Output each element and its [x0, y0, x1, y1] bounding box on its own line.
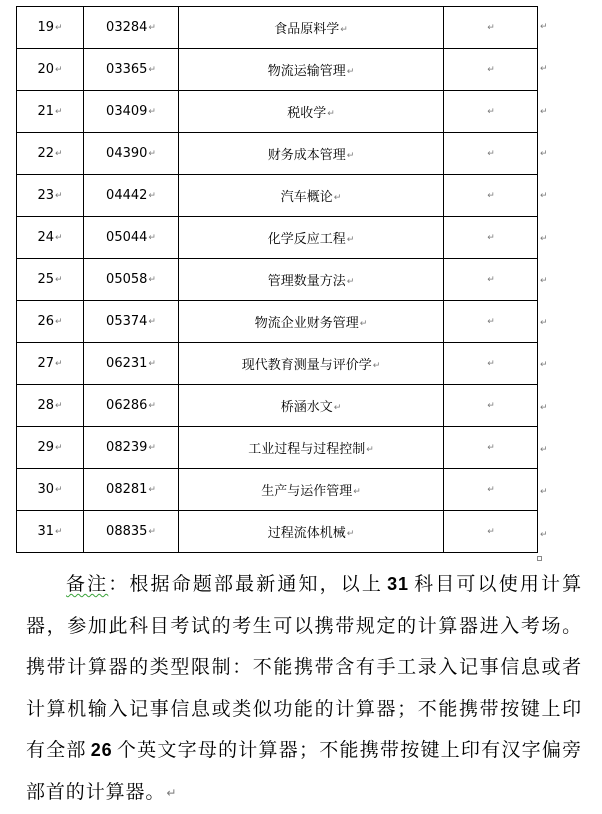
row-index-text: 28: [37, 398, 54, 413]
note-letter-count: 26: [90, 740, 113, 760]
course-code-cell[interactable]: [84, 427, 179, 469]
empty-cell[interactable]: [444, 175, 538, 217]
row-end-mark: ↵: [540, 445, 548, 455]
table-resize-handle[interactable]: [537, 556, 542, 561]
empty-cell[interactable]: [444, 301, 538, 343]
course-name-text: 税收学: [287, 106, 327, 121]
row-index-text: 21: [37, 104, 54, 119]
course-code-cell[interactable]: [84, 175, 179, 217]
row-index-cell[interactable]: [17, 49, 84, 91]
course-code-text: 05044: [106, 230, 148, 245]
row-index-cell[interactable]: [17, 91, 84, 133]
note-paragraph[interactable]: [26, 564, 582, 814]
cell-end-mark: ↵: [487, 275, 495, 285]
row-index-text: 24: [37, 230, 54, 245]
course-code-cell[interactable]: [84, 217, 179, 259]
course-name-text: 食品原料学: [274, 22, 340, 37]
course-name-text: 现代教育测量与评价学: [241, 358, 372, 373]
course-name-text: 过程流体机械: [267, 526, 346, 541]
row-index-cell[interactable]: [17, 217, 84, 259]
empty-cell[interactable]: [444, 511, 538, 553]
table-row: [17, 217, 538, 259]
table-row: [17, 7, 538, 49]
cell-end-mark: ↵: [55, 107, 63, 117]
course-name-cell[interactable]: [179, 133, 444, 175]
cell-end-mark: ↵: [487, 107, 495, 117]
row-index-cell[interactable]: [17, 175, 84, 217]
cell-end-mark: ↵: [148, 191, 156, 201]
row-index-cell[interactable]: [17, 427, 84, 469]
cell-end-mark: ↵: [55, 485, 63, 495]
note-text-part2: 科目可以使用计算器，参加此科目考试的考生可以携带规定的计算器进入考场。携带计算器的类型限制：不能携带含有手工录入记事信息或者计算机输入记事信息或类似功能的计算器；不能携带按键上印有全部: [26, 573, 583, 761]
cell-end-mark: ↵: [148, 275, 156, 285]
table-row: [17, 175, 538, 217]
row-index-cell[interactable]: [17, 301, 84, 343]
cell-end-mark: ↵: [55, 443, 63, 453]
note-text-part1: ：根据命题部最新通知，以上: [108, 573, 384, 595]
row-index-cell[interactable]: [17, 343, 84, 385]
cell-end-mark: ↵: [55, 401, 63, 411]
course-name-cell[interactable]: [179, 511, 444, 553]
cell-end-mark: ↵: [372, 361, 381, 371]
cell-end-mark: ↵: [55, 149, 63, 159]
cell-end-mark: ↵: [333, 193, 342, 203]
course-code-text: 06286: [106, 398, 148, 413]
cell-end-mark: ↵: [346, 277, 355, 287]
table-row: [17, 469, 538, 511]
row-end-mark: ↵: [540, 275, 548, 286]
course-code-cell[interactable]: [84, 301, 179, 343]
cell-end-mark: ↵: [55, 359, 63, 369]
table-row: [17, 427, 538, 469]
table-row: [17, 259, 538, 301]
empty-cell[interactable]: [444, 427, 538, 469]
note-text-part3: 个英文字母的计算器；不能携带按键上印有汉字偏旁部首的计算器。: [26, 739, 583, 803]
row-end-mark: ↵: [540, 318, 548, 329]
course-code-text: 05374: [106, 314, 148, 329]
table-row: [17, 301, 538, 343]
course-code-cell[interactable]: [84, 49, 179, 91]
cell-end-mark: ↵: [148, 65, 156, 75]
row-end-mark: ↵: [540, 487, 548, 498]
course-code-text: 05058: [106, 272, 148, 287]
cell-end-mark: ↵: [487, 23, 495, 33]
course-name-text: 化学反应工程: [267, 232, 346, 247]
cell-end-mark: ↵: [148, 23, 156, 33]
course-code-cell[interactable]: [84, 259, 179, 301]
course-name-cell[interactable]: [179, 469, 444, 511]
cell-end-mark: ↵: [148, 527, 156, 537]
cell-end-mark: ↵: [55, 191, 63, 201]
empty-cell[interactable]: [444, 259, 538, 301]
course-code-text: 03284: [106, 20, 148, 35]
row-index-cell[interactable]: [17, 511, 84, 553]
course-name-cell[interactable]: [179, 175, 444, 217]
course-name-text: 物流运输管理: [267, 64, 346, 79]
row-end-mark: ↵: [540, 106, 548, 117]
empty-cell[interactable]: [444, 385, 538, 427]
course-name-text: 财务成本管理: [267, 148, 346, 163]
course-name-cell[interactable]: [179, 91, 444, 133]
row-index-text: 31: [37, 524, 54, 539]
course-code-cell[interactable]: [84, 469, 179, 511]
course-code-cell[interactable]: [84, 133, 179, 175]
course-code-cell[interactable]: [84, 385, 179, 427]
empty-cell[interactable]: [444, 49, 538, 91]
course-code-text: 03409: [106, 104, 148, 119]
course-table-body: [17, 7, 538, 553]
table-row: [17, 133, 538, 175]
cell-end-mark: ↵: [346, 67, 355, 77]
table-row: [17, 385, 538, 427]
cell-end-mark: ↵: [55, 527, 63, 537]
empty-cell[interactable]: [444, 469, 538, 511]
cell-end-mark: ↵: [353, 487, 361, 497]
course-name-cell[interactable]: [179, 217, 444, 259]
course-table: [16, 6, 538, 553]
cell-end-mark: ↵: [340, 25, 348, 35]
course-name-cell[interactable]: [179, 427, 444, 469]
cell-end-mark: ↵: [487, 149, 495, 159]
row-index-text: 19: [37, 20, 54, 35]
course-name-text: 物流企业财务管理: [254, 316, 359, 331]
cell-end-mark: ↵: [487, 527, 495, 537]
empty-cell[interactable]: [444, 91, 538, 133]
cell-end-mark: ↵: [55, 23, 63, 33]
cell-end-mark: ↵: [148, 317, 156, 327]
cell-end-mark: ↵: [148, 149, 156, 159]
row-index-text: 25: [37, 272, 54, 287]
course-code-text: 08835: [106, 524, 148, 539]
paragraph-mark: ↵: [166, 785, 178, 800]
row-index-cell[interactable]: [17, 385, 84, 427]
cell-end-mark: ↵: [359, 319, 368, 329]
cell-end-mark: ↵: [487, 317, 495, 327]
empty-cell[interactable]: [444, 133, 538, 175]
table-row: [17, 91, 538, 133]
cell-end-mark: ↵: [148, 485, 156, 495]
row-end-mark: ↵: [540, 360, 548, 371]
course-name-text: 汽车概论: [280, 190, 333, 205]
row-end-mark: ↵: [540, 529, 548, 540]
row-index-cell[interactable]: [17, 469, 84, 511]
course-name-text: 桥涵水文: [280, 400, 333, 415]
course-name-cell[interactable]: [179, 343, 444, 385]
cell-end-mark: ↵: [148, 401, 156, 411]
empty-cell[interactable]: [444, 343, 538, 385]
cell-end-mark: ↵: [148, 443, 156, 453]
table-row: [17, 49, 538, 91]
row-end-mark: ↵: [540, 402, 548, 413]
row-index-cell[interactable]: [17, 259, 84, 301]
table-row: [17, 343, 538, 385]
course-code-cell[interactable]: [84, 511, 179, 553]
cell-end-mark: ↵: [487, 191, 495, 201]
course-code-cell[interactable]: [84, 7, 179, 49]
course-name-cell[interactable]: [179, 301, 444, 343]
empty-cell[interactable]: [444, 217, 538, 259]
row-end-mark: ↵: [540, 233, 548, 244]
course-code-text: 03365: [106, 62, 148, 77]
course-name-text: 生产与运作管理: [261, 484, 353, 499]
row-index-cell[interactable]: [17, 133, 84, 175]
course-code-cell[interactable]: [84, 91, 179, 133]
table-row: [17, 511, 538, 553]
row-end-mark: ↵: [540, 22, 548, 32]
course-name-text: 管理数量方法: [267, 274, 346, 289]
row-index-text: 29: [37, 440, 54, 455]
course-code-text: 04390: [106, 146, 148, 161]
cell-end-mark: ↵: [55, 317, 63, 327]
cell-end-mark: ↵: [327, 109, 335, 119]
course-name-cell[interactable]: [179, 7, 444, 49]
row-end-mark: ↵: [540, 148, 548, 159]
row-index-cell[interactable]: [17, 7, 84, 49]
row-end-mark: ↵: [540, 191, 548, 202]
course-code-text: 08239: [106, 440, 148, 455]
cell-end-mark: ↵: [487, 443, 495, 453]
cell-end-mark: ↵: [487, 359, 495, 369]
cell-end-mark: ↵: [487, 65, 495, 75]
note-lead: 备注: [66, 573, 109, 595]
course-name-cell[interactable]: [179, 49, 444, 91]
course-code-cell[interactable]: [84, 343, 179, 385]
row-index-text: 23: [37, 188, 54, 203]
cell-end-mark: ↵: [487, 233, 495, 243]
cell-end-mark: ↵: [487, 485, 495, 495]
course-name-text: 工业过程与过程控制: [248, 442, 366, 457]
cell-end-mark: ↵: [148, 107, 156, 117]
cell-end-mark: ↵: [148, 233, 156, 243]
row-index-text: 27: [37, 356, 54, 371]
cell-end-mark: ↵: [487, 401, 495, 411]
row-index-text: 26: [37, 314, 54, 329]
cell-end-mark: ↵: [346, 235, 355, 245]
cell-end-mark: ↵: [55, 65, 63, 75]
cell-end-mark: ↵: [346, 529, 355, 539]
note-subject-count: 31: [387, 574, 409, 594]
course-code-text: 06231: [106, 356, 148, 371]
row-end-mark: ↵: [540, 64, 548, 75]
cell-end-mark: ↵: [55, 233, 63, 243]
course-name-cell[interactable]: [179, 259, 444, 301]
cell-end-mark: ↵: [346, 151, 355, 161]
row-index-text: 20: [37, 62, 54, 77]
cell-end-mark: ↵: [333, 403, 342, 413]
cell-end-mark: ↵: [55, 275, 63, 285]
row-index-text: 22: [37, 146, 54, 161]
row-index-text: 30: [37, 482, 54, 497]
cell-end-mark: ↵: [148, 359, 156, 369]
course-code-text: 04442: [106, 188, 148, 203]
empty-cell[interactable]: [444, 7, 538, 49]
course-name-cell[interactable]: [179, 385, 444, 427]
course-code-text: 08281: [106, 482, 148, 497]
cell-end-mark: ↵: [366, 445, 374, 455]
